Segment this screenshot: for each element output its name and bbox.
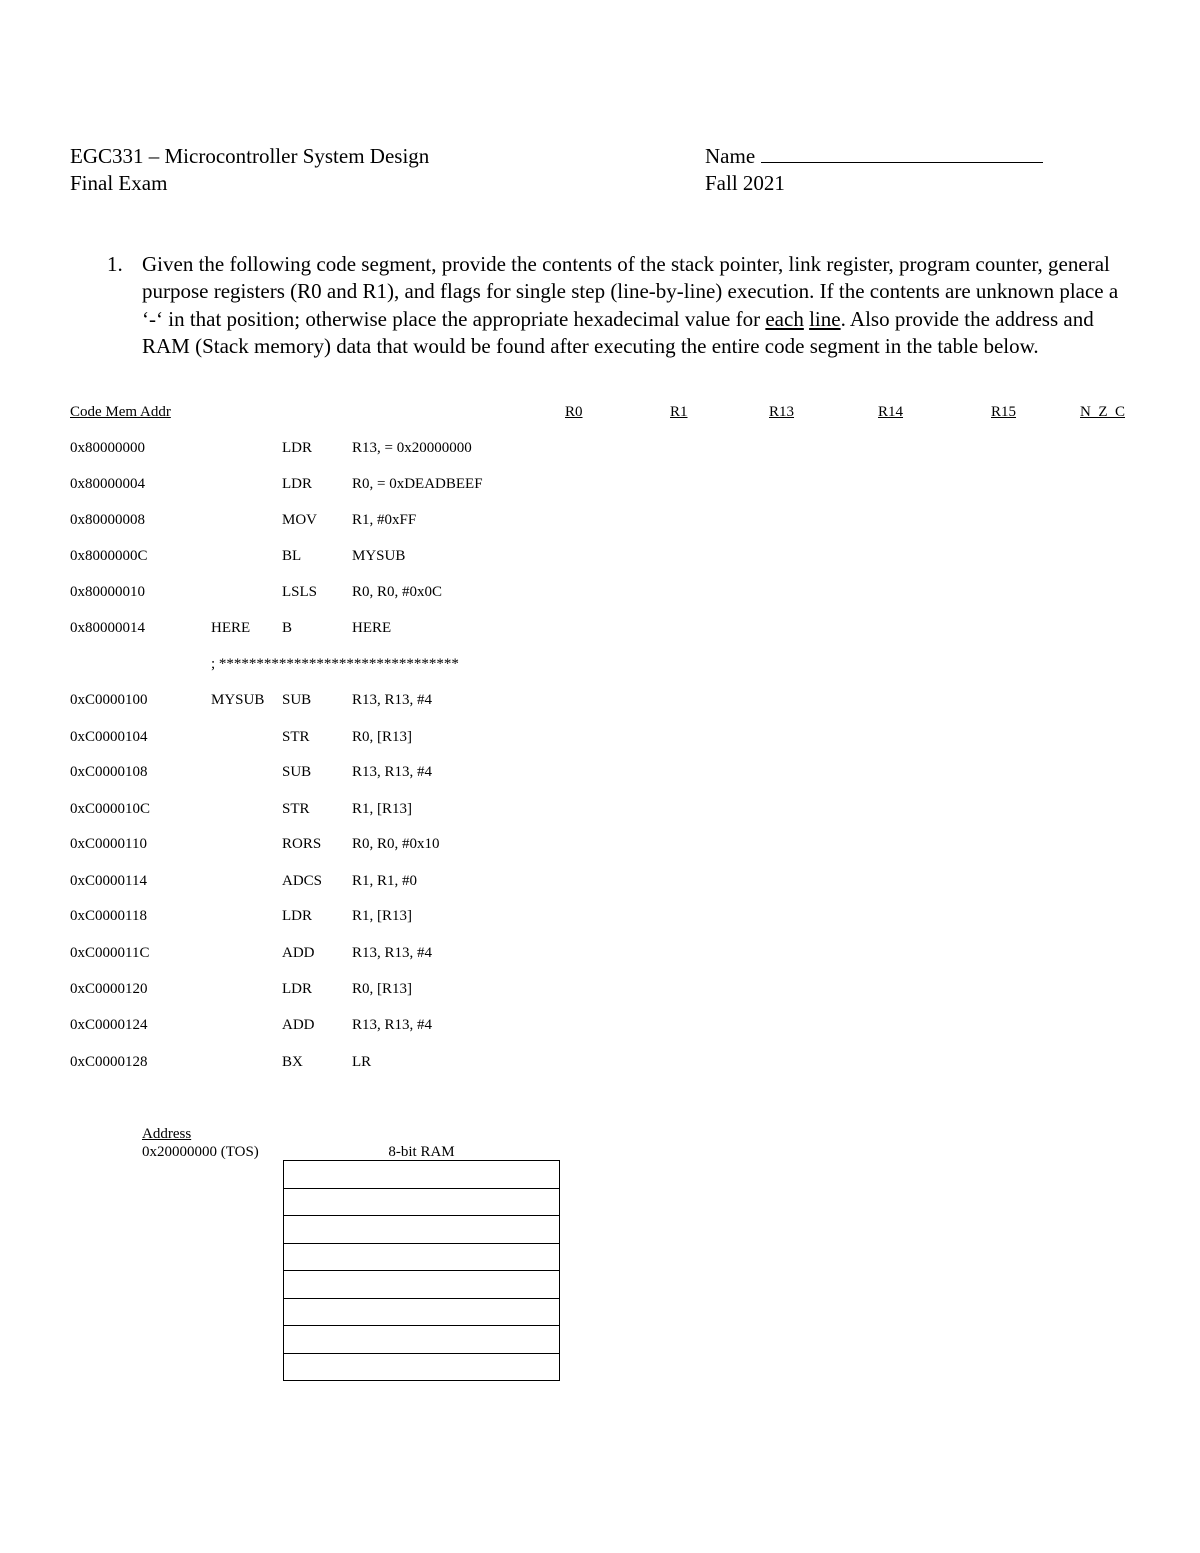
col-header-r15: R15 [991, 404, 1017, 420]
name-label: Name [705, 144, 756, 168]
exam-title: Final Exam [70, 171, 168, 195]
code-row-args: R1, #0xFF [352, 512, 417, 528]
col-header-r0: R0 [565, 404, 583, 420]
code-row-addr: 0xC000011C [70, 945, 150, 961]
code-row-args: LR [352, 1054, 372, 1070]
code-row-op: SUB [282, 764, 312, 780]
col-header-r14: R14 [878, 404, 904, 420]
code-row-label: MYSUB [211, 692, 265, 708]
code-row-args: R1, [R13] [352, 908, 412, 924]
code-row-op: ADCS [282, 873, 323, 889]
code-row-op: MOV [282, 512, 318, 528]
code-row-addr: 0x80000008 [70, 512, 145, 528]
code-row-args: R13, R13, #4 [352, 692, 433, 708]
name-row [705, 143, 1043, 170]
header-left [70, 143, 429, 197]
code-row-op: SUB [282, 692, 312, 708]
code-row-args: R1, [R13] [352, 801, 412, 817]
ram-cell[interactable] [284, 1216, 560, 1244]
ram-cell[interactable] [284, 1298, 560, 1326]
code-row-addr: 0xC0000128 [70, 1054, 148, 1070]
code-row-addr: 0x8000000C [70, 548, 148, 564]
code-row-addr: 0xC0000120 [70, 981, 148, 997]
code-row-addr: 0x80000010 [70, 584, 145, 600]
ram-cell[interactable] [284, 1161, 560, 1189]
code-row-args: R0, [R13] [352, 729, 412, 745]
question-text: Given the following code segment, provide the contents of the stack pointer, link register, program counter, general purpose registers (R0 and R1), and flags for single step (line-by-line) execution. If the contents are unknown place a ‘-‘ in that position; otherwise place the appropriate hexadecimal value for each line. Also provide the address and RAM (Stack memory) data that would be found after executing the entire code segment in the table below. [142, 252, 1119, 358]
code-row-label: HERE [211, 620, 251, 636]
code-row-op: BX [282, 1054, 303, 1070]
code-row-args: R0, R0, #0x10 [352, 836, 440, 852]
col-header-flags: N Z C [1080, 404, 1125, 420]
code-row-addr: 0xC0000114 [70, 873, 147, 889]
code-row-args: R13, R13, #4 [352, 1017, 433, 1033]
ram-column-header: 8-bit RAM [388, 1144, 455, 1160]
code-row-op: STR [282, 801, 310, 817]
code-row-addr: 0xC0000110 [70, 836, 147, 852]
code-row-op: BL [282, 548, 302, 564]
header-right [705, 143, 1043, 197]
col-header-addr: Code Mem Addr [70, 404, 171, 420]
code-row-args: R0, [R13] [352, 981, 412, 997]
ram-cell[interactable] [284, 1271, 560, 1299]
code-row-addr: 0x80000000 [70, 440, 145, 456]
code-row-args: MYSUB [352, 548, 406, 564]
code-row-op: LDR [282, 908, 312, 924]
code-row-addr: 0xC0000124 [70, 1017, 148, 1033]
code-row-addr: 0xC0000100 [70, 692, 148, 708]
code-row-args: R0, = 0xDEADBEEF [352, 476, 483, 492]
code-row-addr: 0xC0000118 [70, 908, 147, 924]
name-blank-line[interactable] [761, 144, 1043, 163]
code-row-op: LSLS [282, 584, 318, 600]
code-row-addr: 0x80000014 [70, 620, 145, 636]
ram-cell[interactable] [284, 1353, 560, 1381]
col-header-r13: R13 [769, 404, 795, 420]
code-row-addr: 0xC0000104 [70, 729, 148, 745]
code-row-addr: 0x80000004 [70, 476, 145, 492]
code-row-op: LDR [282, 440, 312, 456]
code-row-args: R0, R0, #0x0C [352, 584, 443, 600]
ram-address-header: Address [142, 1126, 192, 1142]
course-title: EGC331 – Microcontroller System Design [70, 144, 430, 168]
code-row-op: RORS [282, 836, 322, 852]
col-header-r1: R1 [670, 404, 688, 420]
code-row-args: R13, R13, #4 [352, 945, 433, 961]
code-row-args: HERE [352, 620, 392, 636]
code-row-args: R1, R1, #0 [352, 873, 418, 889]
ram-tos-label: 0x20000000 (TOS) [142, 1144, 259, 1160]
code-row-op: B [282, 620, 293, 636]
code-row-args: R13, R13, #4 [352, 764, 433, 780]
ram-cell[interactable] [284, 1243, 560, 1271]
term-label: Fall 2021 [705, 171, 785, 195]
ram-table [283, 1160, 560, 1381]
code-row-args: R13, = 0x20000000 [352, 440, 472, 456]
code-row-addr: 0xC0000108 [70, 764, 148, 780]
code-row-op: ADD [282, 1017, 315, 1033]
code-row-op: LDR [282, 981, 312, 997]
code-row-op: ADD [282, 945, 315, 961]
question-number: 1. [107, 252, 123, 276]
code-separator: ; ******************************** [211, 656, 459, 672]
code-row-op: LDR [282, 476, 312, 492]
ram-cell[interactable] [284, 1326, 560, 1354]
ram-cell[interactable] [284, 1188, 560, 1216]
code-row-op: STR [282, 729, 310, 745]
code-row-addr: 0xC000010C [70, 801, 151, 817]
